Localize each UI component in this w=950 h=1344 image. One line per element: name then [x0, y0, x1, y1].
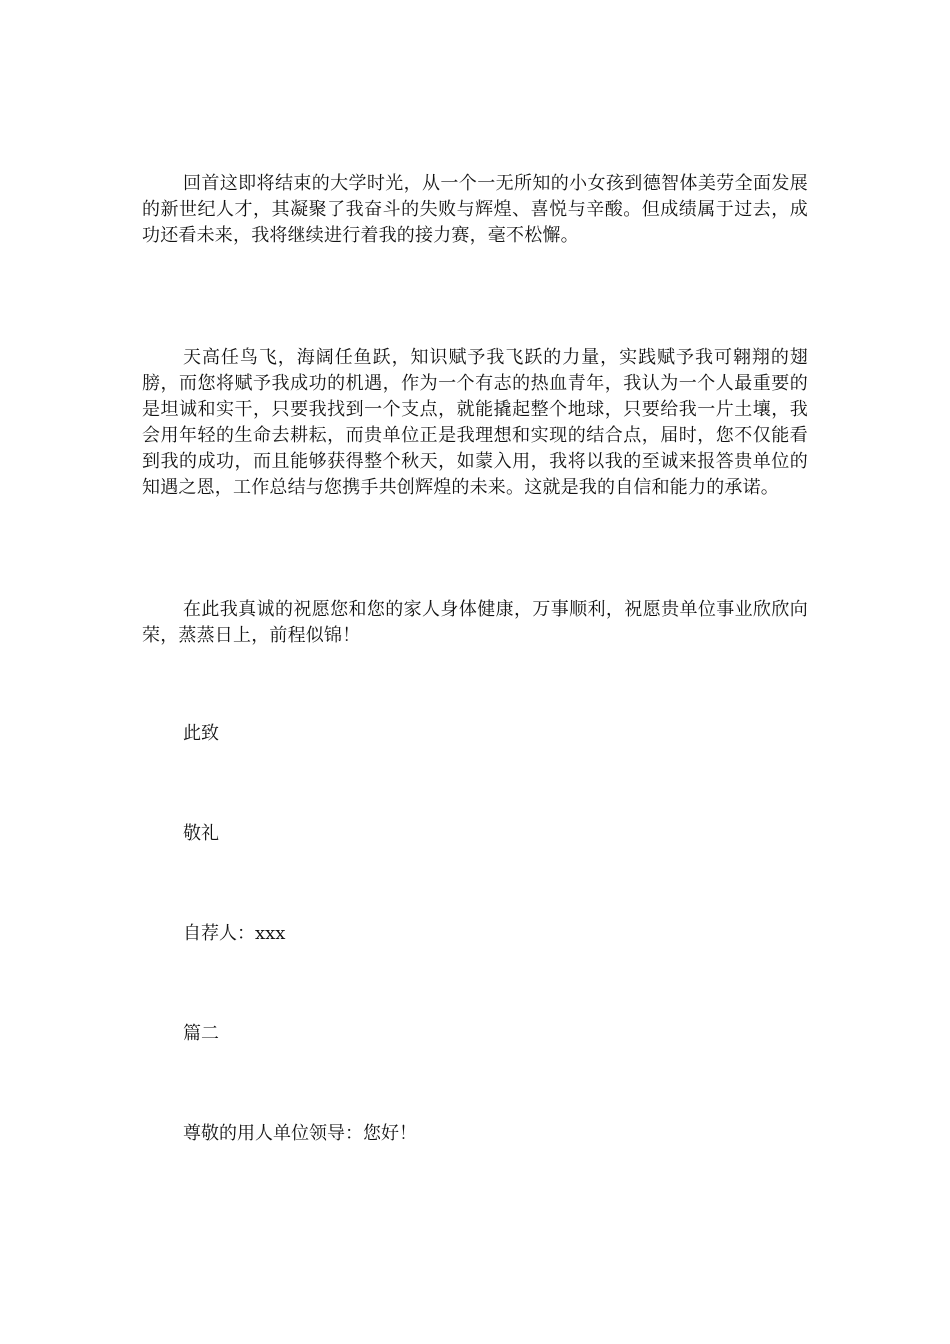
body-paragraph-1: 回首这即将结束的大学时光，从一个一无所知的小女孩到德智体美劳全面发展的新世纪人才，其凝聚了我奋斗的失败与辉煌、喜悦与辛酸。但成绩属于过去，成功还看未来，我将继续进行着我的接力赛，毫不松懈。 [142, 173, 808, 246]
section-label: 篇二 [183, 1023, 219, 1044]
closing-line-2: 敬礼 [183, 823, 219, 844]
signature-line: 自荐人：xxx [183, 923, 286, 944]
body-paragraph-3: 在此我真诚的祝愿您和您的家人身体健康，万事顺利，祝愿贵单位事业欣欣向荣，蒸蒸日上，前程似锦！ [142, 599, 808, 646]
body-paragraph-2: 天高任鸟飞，海阔任鱼跃，知识赋予我飞跃的力量，实践赋予我可翱翔的翅膀，而您将赋予我成功的机遇，作为一个有志的热血青年，我认为一个人最重要的是坦诚和实干，只要我找到一个支点，就能撬起整个地球，只要给我一片土壤，我会用年轻的生命去耕耘，而贵单位正是我理想和实现的结合点，届时，您不仅能看到我的成功，而且能够获得整个秋天，如蒙入用，我将以我的至诚来报答贵单位的知遇之恩，工作总结与您携手共创辉煌的未来。这就是我的自信和能力的承诺。 [142, 347, 808, 498]
closing-line-1: 此致 [183, 723, 219, 744]
salutation-line: 尊敬的用人单位领导：您好！ [183, 1123, 417, 1144]
